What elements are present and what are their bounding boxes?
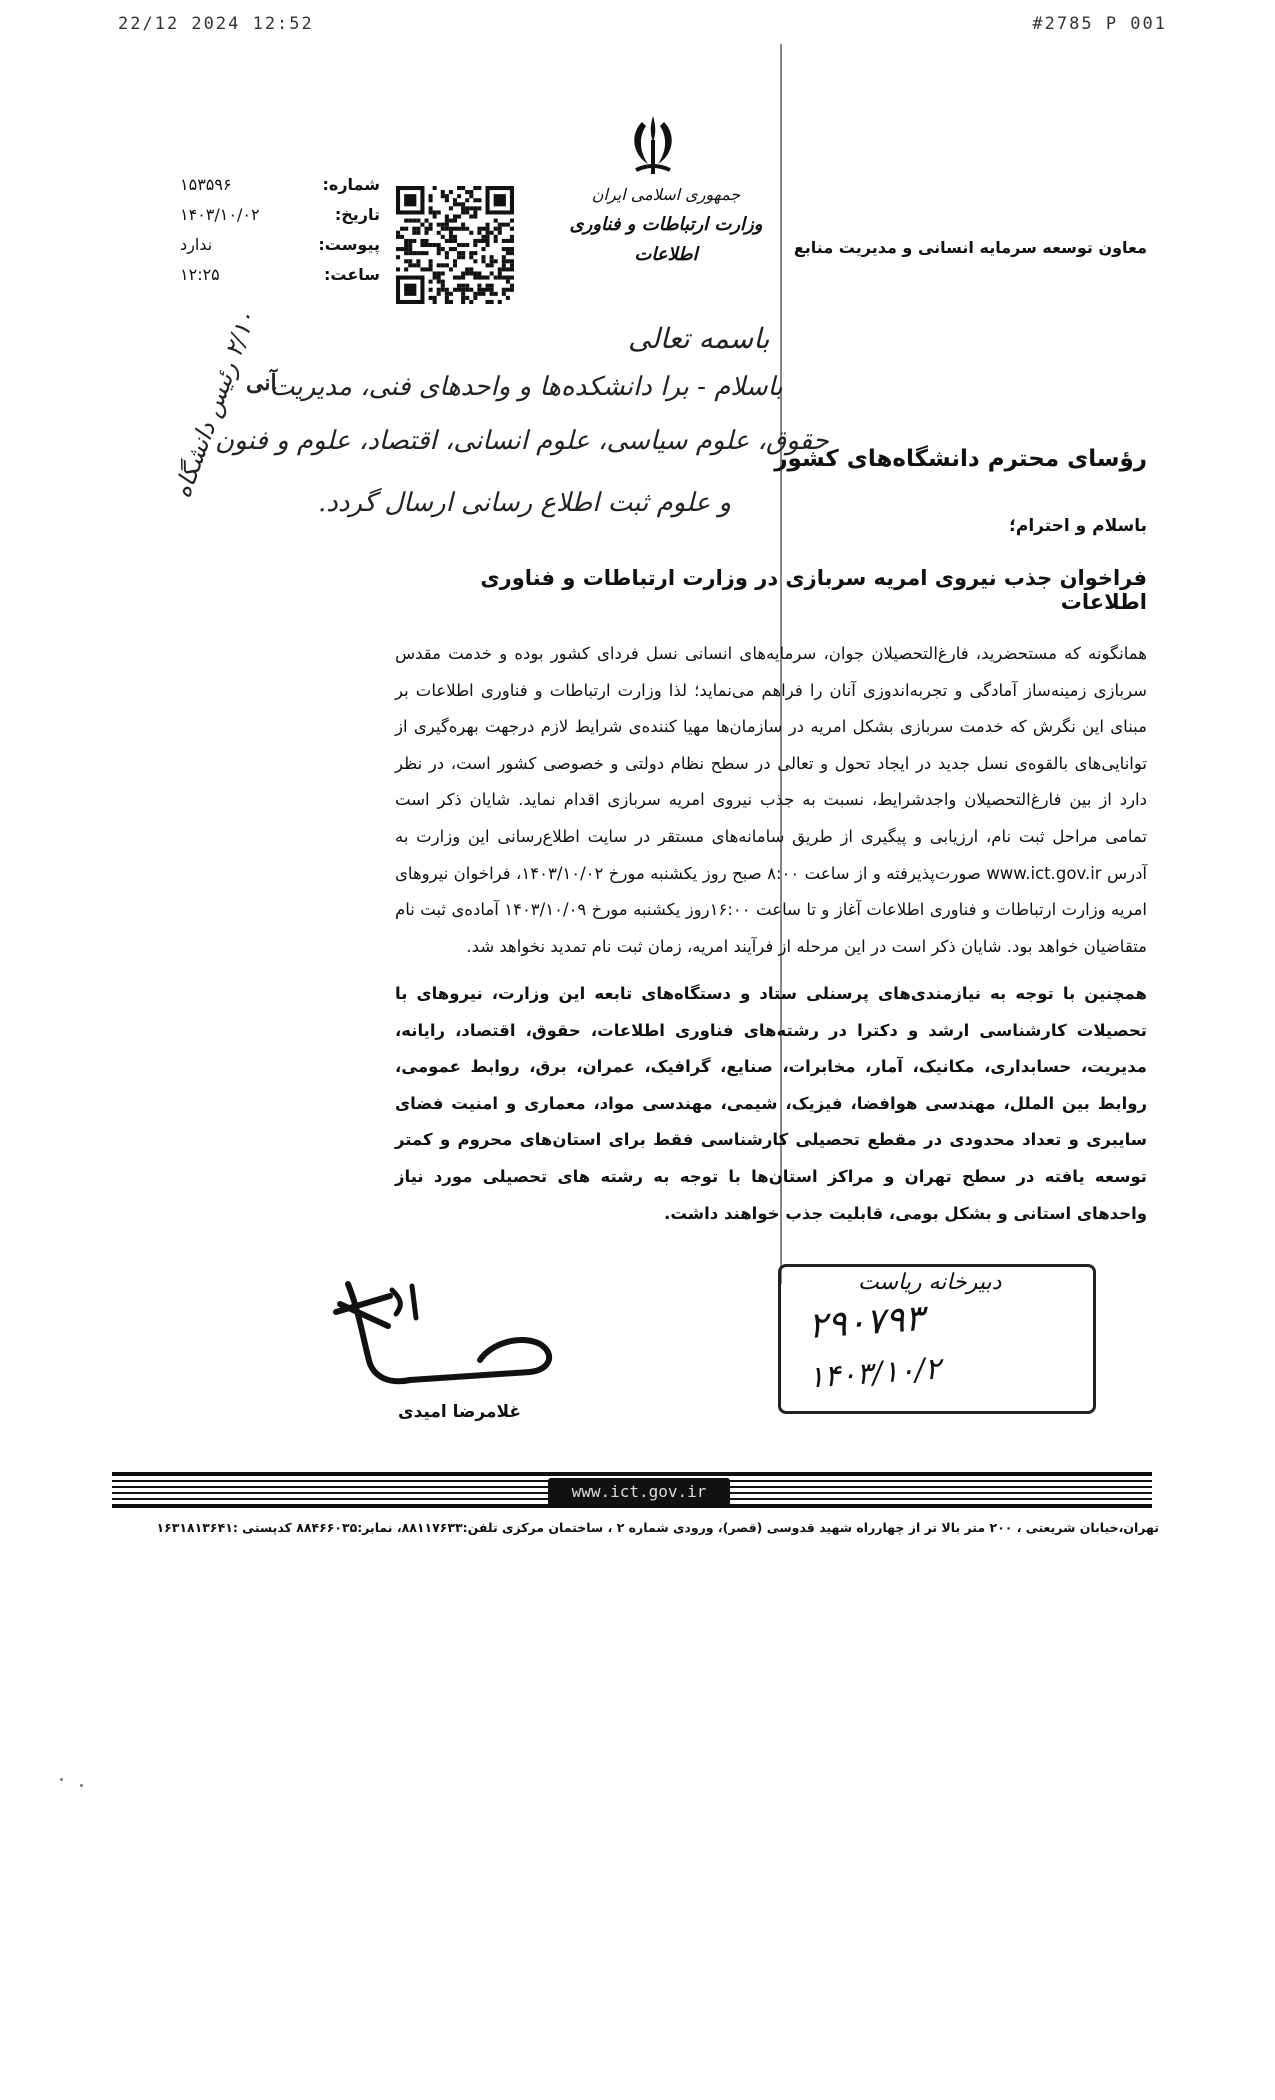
meta-label: شماره: (322, 175, 380, 194)
meta-value: ۱۵۳۵۹۶ (180, 175, 232, 194)
body-paragraph-2: همچنین با توجه به نیازمندی‌های پرسنلی ستاد و دستگاه‌های تابعه این وزارت، نیروهای با تحصیلات کارشناسی ارشد و دکترا در رشته‌های فناوری اطلاعات، حقوق، اقتصاد، رایانه، مدیریت، حسابداری، مکانیک، آمار، مخابرات، صنایع، گرافیک، عمران، برق، روابط عمومی، روابط بین الملل، مهندسی هوافضا، فیزیک، شیمی، مهندسی مواد، معماری و امنیت فضای سایبری و تعداد محدودی در مقطع تحصیلی کارشناسی فقط برای استان‌های محروم و کمتر توسعه یافته در سطح تهران و مراکز استان‌ها با توجه به رشته های تحصیلی مورد نیاز واحدهای استانی و بشکل بومی، قابلیت جذب خواهند داشت. (395, 984, 1147, 1223)
country-name: جمهوری اسلامی ایران (591, 185, 741, 204)
stamp-title: دبیرخانه ریاست (858, 1270, 1002, 1295)
scan-speck (80, 1784, 83, 1787)
ministry-name: وزارت ارتباطات و فناوری اطلاعات (569, 214, 763, 265)
recipient: رؤسای محترم دانشگاه‌های کشور (774, 446, 1147, 472)
handwritten-side-note: ۲/۱۰ رئیس دانشگاه (168, 307, 262, 502)
department-title: معاون توسعه سرمایه انسانی و مدیریت منابع (793, 238, 1147, 257)
letterhead (568, 180, 764, 270)
meta-label: ساعت: (323, 265, 380, 284)
meta-label: تاریخ: (334, 205, 380, 224)
meta-row-time (180, 260, 380, 290)
meta-value: ندارد (180, 235, 213, 254)
meta-row-date (180, 200, 380, 230)
fax-page-ref: #2785 P 001 (1032, 14, 1167, 34)
body-paragraph-1: همانگونه که مستحضرید، فارغ‌التحصیلان جوان، سرمایه‌های انسانی نسل فردای کشور بوده و خدمت مقدس سربازی زمینه‌ساز آمادگی و تجربه‌اندوزی آنان را فراهم می‌نماید؛ لذا وزارت ارتباطات و فناوری اطلاعات بر مبنای این نگرش که خدمت سربازی بشکل امریه در سازمان‌ها مهیا کننده‌ی شرایط لازم درجهت بهره‌گیری از توانایی‌های بالقوه‌ی نسل جدید در ایجاد تحول و تعالی در سطح نظام دولتی و خصوصی کشور است، در نظر دارد از بین فارغ‌التحصیلان واجدشرایط، نسبت به جذب نیروی امریه سربازی اقدام نماید. شایان ذکر است تمامی مراحل ثبت نام، ارزیابی و پیگیری از طریق سامانه‌های مستقر در سایت اطلاع‌رسانی این وزارت به آدرس www.ict.gov.ir صورت‌پذیرفته و از ساعت ۸:۰۰ صبح روز یکشنبه مورخ ۱۴۰۳/۱۰/۰۲، فراخوان نیروهای امریه وزارت ارتباطات و فناوری اطلاعات آغاز و تا ساعت ۱۶:۰۰روز یکشنبه مورخ ۱۴۰۳/۱۰/۰۹ آماده‌ی ثبت نام متقاضیان خواهد بود. شایان ذکر است در این مرحله از فرآیند امریه، زمان ثبت نام تمدید نخواهد شد. (395, 644, 1148, 956)
footer-address: تهران،خیابان شریعتی ، ۲۰۰ متر بالا تر از چهارراه شهید قدوسی (قصر)، ورودی شماره ۲ ، ساختمان مرکزی تلفن:۸۸۱۱۷۶۳۳، نمابر:۸۸۴۶۶۰۳۵ کدپستی :۱۶۳۱۸۱۳۶۴۱ (156, 1520, 1159, 1535)
greeting: باسلام و احترام؛ (1009, 516, 1147, 536)
meta-value: ۱۲:۲۵ (180, 265, 220, 284)
signer-name: غلامرضا امیدی (398, 1402, 522, 1422)
handwritten-note-line1: باسلام - برا دانشکده‌ها و واحدهای فنی، مدیریت (270, 372, 783, 402)
letter-meta (180, 170, 380, 290)
scan-speck (60, 1778, 63, 1781)
meta-label: پیوست: (318, 235, 380, 254)
handwritten-invocation: باسمه تعالی (628, 322, 770, 355)
handwritten-note-line2: حقوق، علوم سیاسی، علوم انسانی، اقتصاد، علوم و فنون (215, 426, 829, 456)
handwritten-urgent: آنی (246, 370, 277, 396)
meta-row-number (180, 170, 380, 200)
fax-timestamp: 22/12 2024 12:52 (118, 14, 314, 34)
iran-emblem-icon (620, 112, 686, 180)
signature (330, 1274, 560, 1414)
stamp-date: ۱۴۰۳/۱۰/۲ (806, 1351, 943, 1396)
stamp-number: ۲۹۰۷۹۳ (806, 1298, 926, 1347)
meta-value: ۱۴۰۳/۱۰/۰۲ (180, 205, 260, 224)
qr-code-icon (396, 186, 514, 304)
subject-title: فراخوان جذب نیروی امریه سربازی در وزارت ارتباطات و فناوری اطلاعات (480, 566, 1147, 614)
meta-row-attachment (180, 230, 380, 260)
footer-website: www.ict.gov.ir (548, 1478, 730, 1506)
handwritten-note-line3: و علوم ثبت اطلاع رسانی ارسال گردد. (318, 488, 732, 518)
